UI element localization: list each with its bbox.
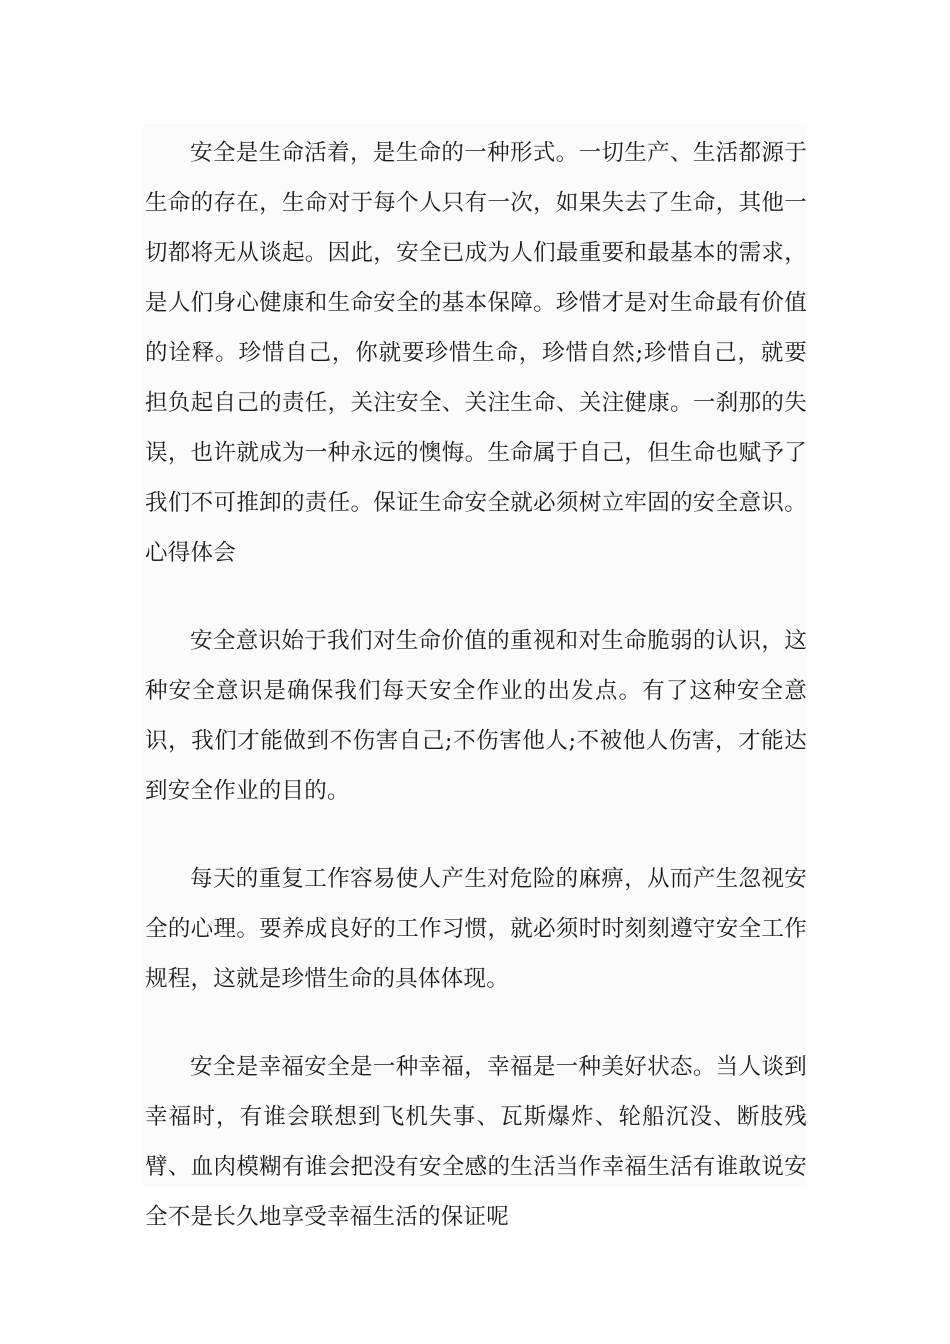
text-block <box>143 124 807 1230</box>
paragraph-2: 安全意识始于我们对生命价值的重视和对生命脆弱的认识，这种安全意识是确保我们每天安全作业的出发点。有了这种安全意识，我们才能做到不伤害自己;不伤害他人;不被他人伤害，才能达到安全作业的目的。 <box>145 628 807 804</box>
paragraph-4: 安全是幸福安全是一种幸福，幸福是一种美好状态。当人谈到幸福时，有谁会联想到飞机失事、瓦斯爆炸、轮船沉没、断肢残臂、血肉模糊有谁会把没有安全感的生活当作幸福生活有谁敢说安全不是长久地享受幸福生活的保证呢 <box>145 1054 807 1230</box>
paragraph-3: 每天的重复工作容易使人产生对危险的麻痹，从而产生忽视安全的心理。要养成良好的工作习惯，就必须时时刻刻遵守安全工作规程，这就是珍惜生命的具体体现。 <box>145 866 807 992</box>
paragraph-1: 安全是生命活着，是生命的一种形式。一切生产、生活都源于生命的存在，生命对于每个人只有一次，如果失去了生命，其他一切都将无从谈起。因此，安全已成为人们最重要和最基本的需求，是人们身心健康和生命安全的基本保障。珍惜才是对生命最有价值的诠释。珍惜自己，你就要珍惜生命，珍惜自然;珍惜自己，就要担负起自己的责任，关注安全、关注生命、关注健康。一刹那的失误，也许就成为一种永远的懊悔。生命属于自己，但生命也赋予了我们不可推卸的责任。保证生命安全就必须树立牢固的安全意识。心得体会 <box>145 140 807 566</box>
